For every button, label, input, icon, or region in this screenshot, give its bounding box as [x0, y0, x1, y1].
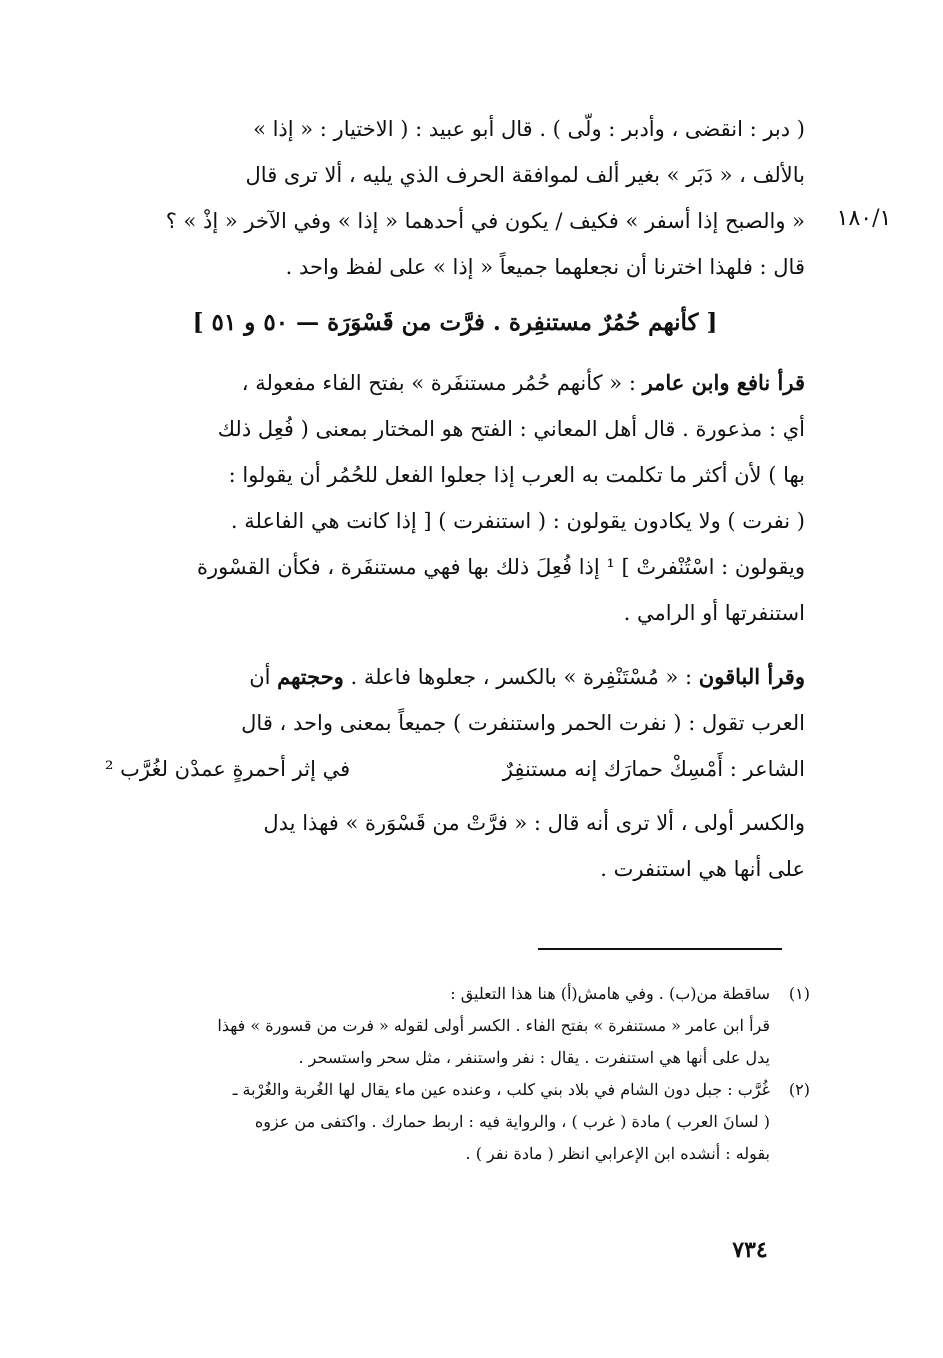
- footnote-line: يدل على أنها هي استنفرت . يقال : نفر واستنفر ، مثل سحر واستسحر .: [298, 1048, 770, 1067]
- intro-line: بالألف ، « دَبَر » بغير ألف لموافقة الحرف الذي يليه ، ألا ترى قال: [245, 163, 805, 187]
- paragraph-line: ويقولون : اسْتُنْفرتْ ] ¹ إذا فُعِلَ ذلك بها فهي مستنفَرة ، فكأن القسْورة: [196, 555, 805, 579]
- reading-paragraph-2: [105, 654, 805, 792]
- paragraph-line: بها ) لأن أكثر ما تكلمت به العرب إذا جعلوا الفعل للحُمُر أن يقولوا :: [228, 463, 805, 487]
- verse-second-hemistich: في إثر أحمرةٍ عمدْن لغُرَّب ²: [105, 757, 351, 781]
- verse-heading: [ كأنهم حُمُرٌ مستنفِرة . فرَّت من قَسْوَرَة — ٥٠ و ٥١ ]: [192, 309, 718, 336]
- footnote-2: [110, 1074, 810, 1170]
- footnotes: [110, 978, 810, 1170]
- line-text: أن: [249, 665, 278, 689]
- line-text: : « كأنهم حُمُر مستنفَرة » بفتح الفاء مفعولة ،: [241, 371, 643, 395]
- paragraph-line: العرب تقول : ( نفرت الحمر واستنفرت ) جميعاً بمعنى واحد ، قال: [241, 711, 805, 735]
- intro-line: « والصبح إذا أسفر » فكيف / يكون في أحدهما « إذا » وفي الآخر « إذْ » ؟: [165, 209, 805, 233]
- argument-label: وحجتهم: [277, 664, 344, 689]
- footnote-body: [110, 1074, 770, 1170]
- footnote-line: ساقطة من(ب) . وفي هامش(أ) هنا هذا التعليق :: [450, 984, 770, 1003]
- footnote-line: قرأ ابن عامر « مستنفرة » بفتح الفاء . الكسر أولى لقوله « فرت من قسورة » فهذا: [217, 1016, 770, 1035]
- reading-paragraph-3: [105, 800, 805, 892]
- paragraph-line: والكسر أولى ، ألا ترى أنه قال : « فرَّتْ من قَسْوَرة » فهذا يدل: [263, 811, 805, 835]
- paragraph-line: [105, 654, 805, 700]
- footnote-line: بقوله : أنشده ابن الإعرابي انظر ( مادة نفر ) .: [465, 1144, 770, 1163]
- reader-names: وقرأ الباقون: [698, 664, 805, 689]
- margin-reference: ١٨٠/١: [836, 206, 892, 231]
- line-text: : « مُسْتَنْفِرة » بالكسر ، جعلوها فاعلة .: [343, 665, 699, 689]
- intro-line: قال : فلهذا اخترنا أن نجعلهما جميعاً « إذا » على لفظ واحد .: [285, 255, 805, 279]
- paragraph-line: استنفرتها أو الرامي .: [623, 601, 805, 625]
- reading-paragraph-1: [105, 360, 805, 636]
- paragraph-line: ( نفرت ) ولا يكادون يقولون : ( استنفرت ) [ إذا كانت هي الفاعلة .: [230, 509, 805, 533]
- footnote-separator: [538, 948, 782, 950]
- intro-line: ( دبر : انقضى ، وأدبر : ولّى ) . قال أبو عبيد : ( الاختيار : « إذا »: [253, 117, 805, 141]
- footnote-line: غُرَّب : جبل دون الشام في بلاد بني كلب ، وعنده عين ماء يقال لها الغُربة والغُرْبة ـ: [232, 1080, 770, 1099]
- paragraph-line: أي : مذعورة . قال أهل المعاني : الفتح هو المختار بمعنى ( فُعِل ذلك: [217, 417, 805, 441]
- footnote-line: ( لسانَ العرب ) مادة ( غرب ) ، والرواية فيه : اربط حمارك . واكتفى من عزوه: [254, 1112, 770, 1131]
- intro-paragraph: [105, 106, 805, 290]
- page-number: ٧٣٤: [732, 1237, 768, 1263]
- footnote-number: (٢): [788, 1080, 810, 1099]
- footnote-body: [110, 978, 770, 1074]
- footnote-1: [110, 978, 810, 1074]
- reader-names: قرأ نافع وابن عامر: [642, 370, 805, 395]
- paragraph-line: على أنها هي استنفرت .: [600, 857, 805, 881]
- footnote-number: (١): [788, 984, 810, 1003]
- paragraph-line: [105, 360, 805, 406]
- poetry-line: [105, 746, 805, 792]
- verse-first-hemistich: الشاعر : أَمْسِكْ حمارَك إنه مستنفِرٌ: [502, 757, 805, 781]
